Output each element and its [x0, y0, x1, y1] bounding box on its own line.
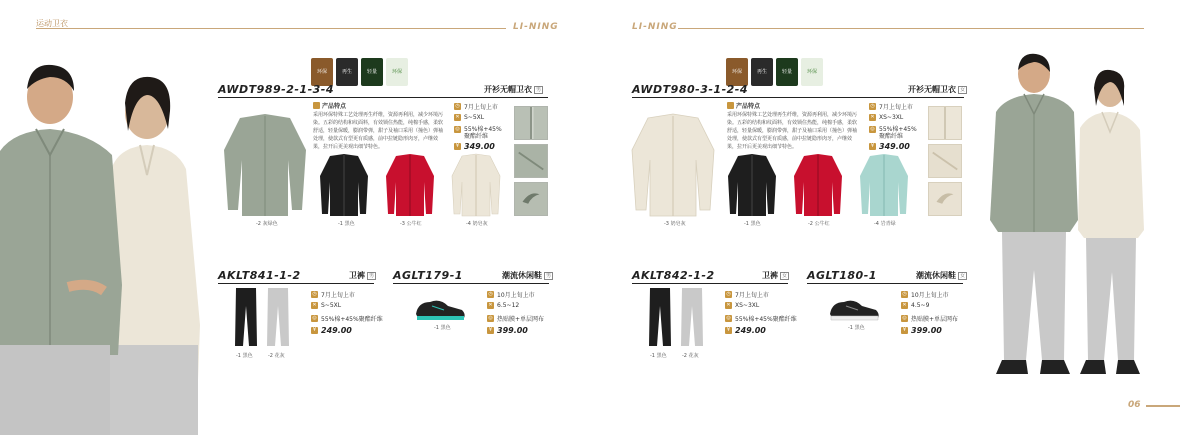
- gender-badge: 男: [546, 273, 552, 279]
- left-detail-pocket: [514, 144, 548, 178]
- left-jacket-cream: [450, 152, 502, 218]
- section-title: 运动卫衣: [36, 19, 68, 28]
- feature-icon: [313, 102, 320, 109]
- left-feature-text: 采用环保特殊工艺处理再生纤维，资源再利用，减少环境污染。五彩的结构和纹面料，有效锁住热能，纯棉手感，柔软舒适，轻量保暖，膨润带弹，甜子及袖口采用（撞色）弹袖处理，使款式有型更有质感，前中拉链隐形肉牙，卢继效果，拉开后更美观出细节特色。: [313, 112, 444, 150]
- left-shoe-name: [502, 270, 553, 281]
- right-jacket-code: AWDT980-3-1-2-4: [632, 83, 749, 96]
- gender-badge: 女: [782, 273, 788, 279]
- right-jacket-cream: [630, 110, 716, 218]
- left-pants-size: [311, 302, 341, 309]
- right-shoe-release: [901, 290, 949, 299]
- left-jacket-black: [318, 152, 370, 218]
- right-jacket-name: [908, 84, 967, 95]
- right-jacket-size: [869, 114, 903, 121]
- colorway-label: -1 黑色: [848, 325, 865, 331]
- right-jacket-price: [869, 142, 910, 151]
- fabric-icon: ◎: [902, 315, 907, 321]
- fabric-icon: ◎: [312, 315, 317, 321]
- left-pants-gray: [266, 288, 290, 348]
- feature-title: 产品特点: [736, 103, 761, 110]
- right-tech-badges: [726, 58, 823, 86]
- left-feature-heading: [313, 101, 346, 110]
- size-icon: ✕: [902, 302, 907, 308]
- calendar-icon: ◷: [488, 291, 493, 297]
- calendar-icon: ◷: [902, 291, 907, 297]
- left-shoe-code: AGLT179-1: [393, 269, 463, 282]
- footer-line: [1146, 405, 1180, 407]
- left-jacket-name-text: 开衫无帽卫衣: [484, 85, 532, 94]
- left-shoe-size: [487, 302, 519, 309]
- left-shoe-price: [487, 326, 528, 335]
- calendar-icon: ◷: [455, 103, 460, 109]
- right-pants-black: [648, 288, 672, 348]
- right-header-line: [678, 28, 1144, 29]
- price-icon: ¥: [312, 327, 317, 333]
- feature-icon: [727, 102, 734, 109]
- price-text: 349.00: [879, 142, 910, 151]
- release-text: 7月上旬上市: [735, 292, 769, 299]
- left-detail-logo: [514, 182, 548, 216]
- colorway-label: -4 岩青绿: [874, 221, 896, 227]
- release-text: 7月上旬上市: [464, 104, 498, 111]
- left-jacket-size: [454, 114, 484, 121]
- eco-badge: 环保: [311, 58, 333, 86]
- light-badge: 轻量: [776, 58, 798, 86]
- colorway-label: -2 花灰: [268, 353, 285, 359]
- right-jacket-red: [792, 152, 844, 218]
- colorway-label: -2 灰绿色: [256, 221, 278, 227]
- fabric-text: 55%棉+45%聚酯纤维: [735, 316, 797, 323]
- size-text: 4.5~9: [911, 302, 930, 309]
- feature-title: 产品特点: [322, 103, 347, 110]
- price-text: 399.00: [497, 326, 528, 335]
- green-badge: 环保: [386, 58, 408, 86]
- fabric-icon: ◎: [870, 126, 875, 132]
- right-detail-zipper: [928, 106, 962, 140]
- price-text: 349.00: [464, 142, 495, 151]
- price-text: 249.00: [735, 326, 766, 335]
- colorway-label: -1 黑色: [650, 353, 667, 359]
- left-tech-badges: [311, 58, 408, 86]
- left-jacket-fabric: [454, 126, 506, 140]
- fabric-text: 55%棉+45%聚酯纤维: [464, 126, 502, 140]
- left-pants-rule: [218, 283, 374, 284]
- price-icon: ¥: [902, 327, 907, 333]
- right-pants-fabric: [725, 314, 797, 323]
- right-shoe-name-text: 潮流休闲鞋: [916, 271, 956, 280]
- colorway-label: -2 公牛红: [808, 221, 830, 227]
- gender-badge: 男: [369, 273, 375, 279]
- size-icon: ✕: [312, 302, 317, 308]
- right-detail-logo: [928, 182, 962, 216]
- calendar-icon: ◷: [870, 103, 875, 109]
- calendar-icon: ◷: [726, 291, 731, 297]
- left-header-line: [36, 28, 506, 29]
- left-jacket-price: [454, 142, 495, 151]
- right-detail-pocket: [928, 144, 962, 178]
- male-model: [990, 54, 1078, 374]
- right-shoe-name: [916, 270, 967, 281]
- right-jacket-black: [726, 152, 778, 218]
- right-shoe-rule: [807, 283, 963, 284]
- gender-badge: 男: [536, 87, 542, 93]
- left-pants-name-text: 卫裤: [349, 271, 365, 280]
- right-pants-name: [762, 270, 789, 281]
- brand-logo-left: LI-NING: [513, 22, 559, 32]
- right-shoe-fabric: [901, 314, 958, 323]
- size-text: XS~3XL: [735, 302, 760, 309]
- fabric-text: 55%棉+45%聚酯纤维: [879, 126, 917, 140]
- right-pants-code: AKLT842-1-2: [632, 269, 715, 282]
- recycle-badge: 再生: [751, 58, 773, 86]
- brand-logo-right: LI-NING: [632, 22, 678, 32]
- left-shoe-release: [487, 290, 535, 299]
- left-shoe-name-text: 潮流休闲鞋: [502, 271, 542, 280]
- colorway-label: -1 黑色: [434, 325, 451, 331]
- right-shoe-black: [828, 296, 880, 322]
- left-pants-price: [311, 326, 352, 335]
- left-pants-fabric: [311, 314, 383, 323]
- release-text: 10月上旬上市: [911, 292, 949, 299]
- fabric-icon: ◎: [488, 315, 493, 321]
- right-jacket-name-text: 开衫无帽卫衣: [908, 85, 956, 94]
- colorway-label: -1 黑色: [236, 353, 253, 359]
- right-pants-rule: [632, 283, 788, 284]
- colorway-label: -3 奶皂灰: [664, 221, 686, 227]
- price-text: 399.00: [911, 326, 942, 335]
- size-icon: ✕: [726, 302, 731, 308]
- left-pants-name: [349, 270, 376, 281]
- right-models-photo: [986, 50, 1146, 390]
- right-pants-price: [725, 326, 766, 335]
- fabric-icon: ◎: [455, 126, 460, 132]
- price-icon: ¥: [726, 327, 731, 333]
- right-feature-text: 采用环保特殊工艺处理再生纤维，资源再利用，减少环境污染。五彩的结构和纹面料，有效锁住热能，纯棉手感，柔软舒适，轻量保暖，膨润带弹，甜子及袖口采用（撞色）弹袖处理，使款式有型更有质感，前中拉链隐形肉牙，卢继效果，拉开后更美观出细节特色。: [727, 112, 858, 150]
- price-icon: ¥: [870, 143, 875, 149]
- left-pants-release: [311, 290, 355, 299]
- fabric-icon: ◎: [726, 315, 731, 321]
- left-shoe-black: [414, 296, 466, 322]
- right-jacket-mint: [858, 152, 910, 218]
- price-icon: ¥: [455, 143, 460, 149]
- fabric-text: 热贴膜+单层网布: [497, 316, 545, 323]
- left-pants-code: AKLT841-1-2: [218, 269, 301, 282]
- left-jacket-code: AWDT989-2-1-3-4: [218, 83, 335, 96]
- size-icon: ✕: [870, 114, 875, 120]
- fabric-text: 55%棉+45%聚酯纤维: [321, 316, 383, 323]
- colorway-label: -4 奶皂灰: [466, 221, 488, 227]
- colorway-label: -1 黑色: [338, 221, 355, 227]
- right-shoe-code: AGLT180-1: [807, 269, 877, 282]
- right-jacket-rule: [632, 97, 964, 98]
- right-shoe-size: [901, 302, 929, 309]
- left-jacket-red: [384, 152, 436, 218]
- right-pants-gray: [680, 288, 704, 348]
- colorway-label: -3 公牛红: [400, 221, 422, 227]
- price-icon: ¥: [488, 327, 493, 333]
- release-text: 10月上旬上市: [497, 292, 535, 299]
- size-text: 6.5~12: [497, 302, 520, 309]
- female-model: [1078, 70, 1144, 374]
- right-feature-heading: [727, 101, 760, 110]
- size-text: S~5XL: [464, 114, 485, 121]
- size-icon: ✕: [455, 114, 460, 120]
- gender-badge: 女: [960, 273, 966, 279]
- price-text: 249.00: [321, 326, 352, 335]
- left-jacket-name: [484, 84, 543, 95]
- left-detail-zipper: [514, 106, 548, 140]
- release-text: 7月上旬上市: [321, 292, 355, 299]
- colorway-label: -1 黑色: [744, 221, 761, 227]
- right-jacket-release: [869, 102, 913, 111]
- left-models-photo: [0, 55, 215, 435]
- male-model: [0, 65, 122, 435]
- colorway-label: -2 花灰: [682, 353, 699, 359]
- left-shoe-fabric: [487, 314, 544, 323]
- gender-badge: 女: [960, 87, 966, 93]
- green-badge: 环保: [801, 58, 823, 86]
- release-text: 7月上旬上市: [879, 104, 913, 111]
- calendar-icon: ◷: [312, 291, 317, 297]
- page-number: 06: [1128, 400, 1141, 410]
- right-shoe-price: [901, 326, 942, 335]
- left-pants-black: [234, 288, 258, 348]
- left-jacket-sage: [222, 110, 308, 218]
- light-badge: 轻量: [361, 58, 383, 86]
- right-pants-size: [725, 302, 759, 309]
- left-shoe-rule: [393, 283, 549, 284]
- size-text: S~5XL: [321, 302, 342, 309]
- recycle-badge: 再生: [336, 58, 358, 86]
- left-jacket-release: [454, 102, 498, 111]
- size-icon: ✕: [488, 302, 493, 308]
- size-text: XS~3XL: [879, 114, 904, 121]
- left-jacket-rule: [218, 97, 548, 98]
- eco-badge: 环保: [726, 58, 748, 86]
- right-jacket-fabric: [869, 126, 921, 140]
- right-pants-name-text: 卫裤: [762, 271, 778, 280]
- fabric-text: 热贴膜+单层网布: [911, 316, 959, 323]
- right-pants-release: [725, 290, 769, 299]
